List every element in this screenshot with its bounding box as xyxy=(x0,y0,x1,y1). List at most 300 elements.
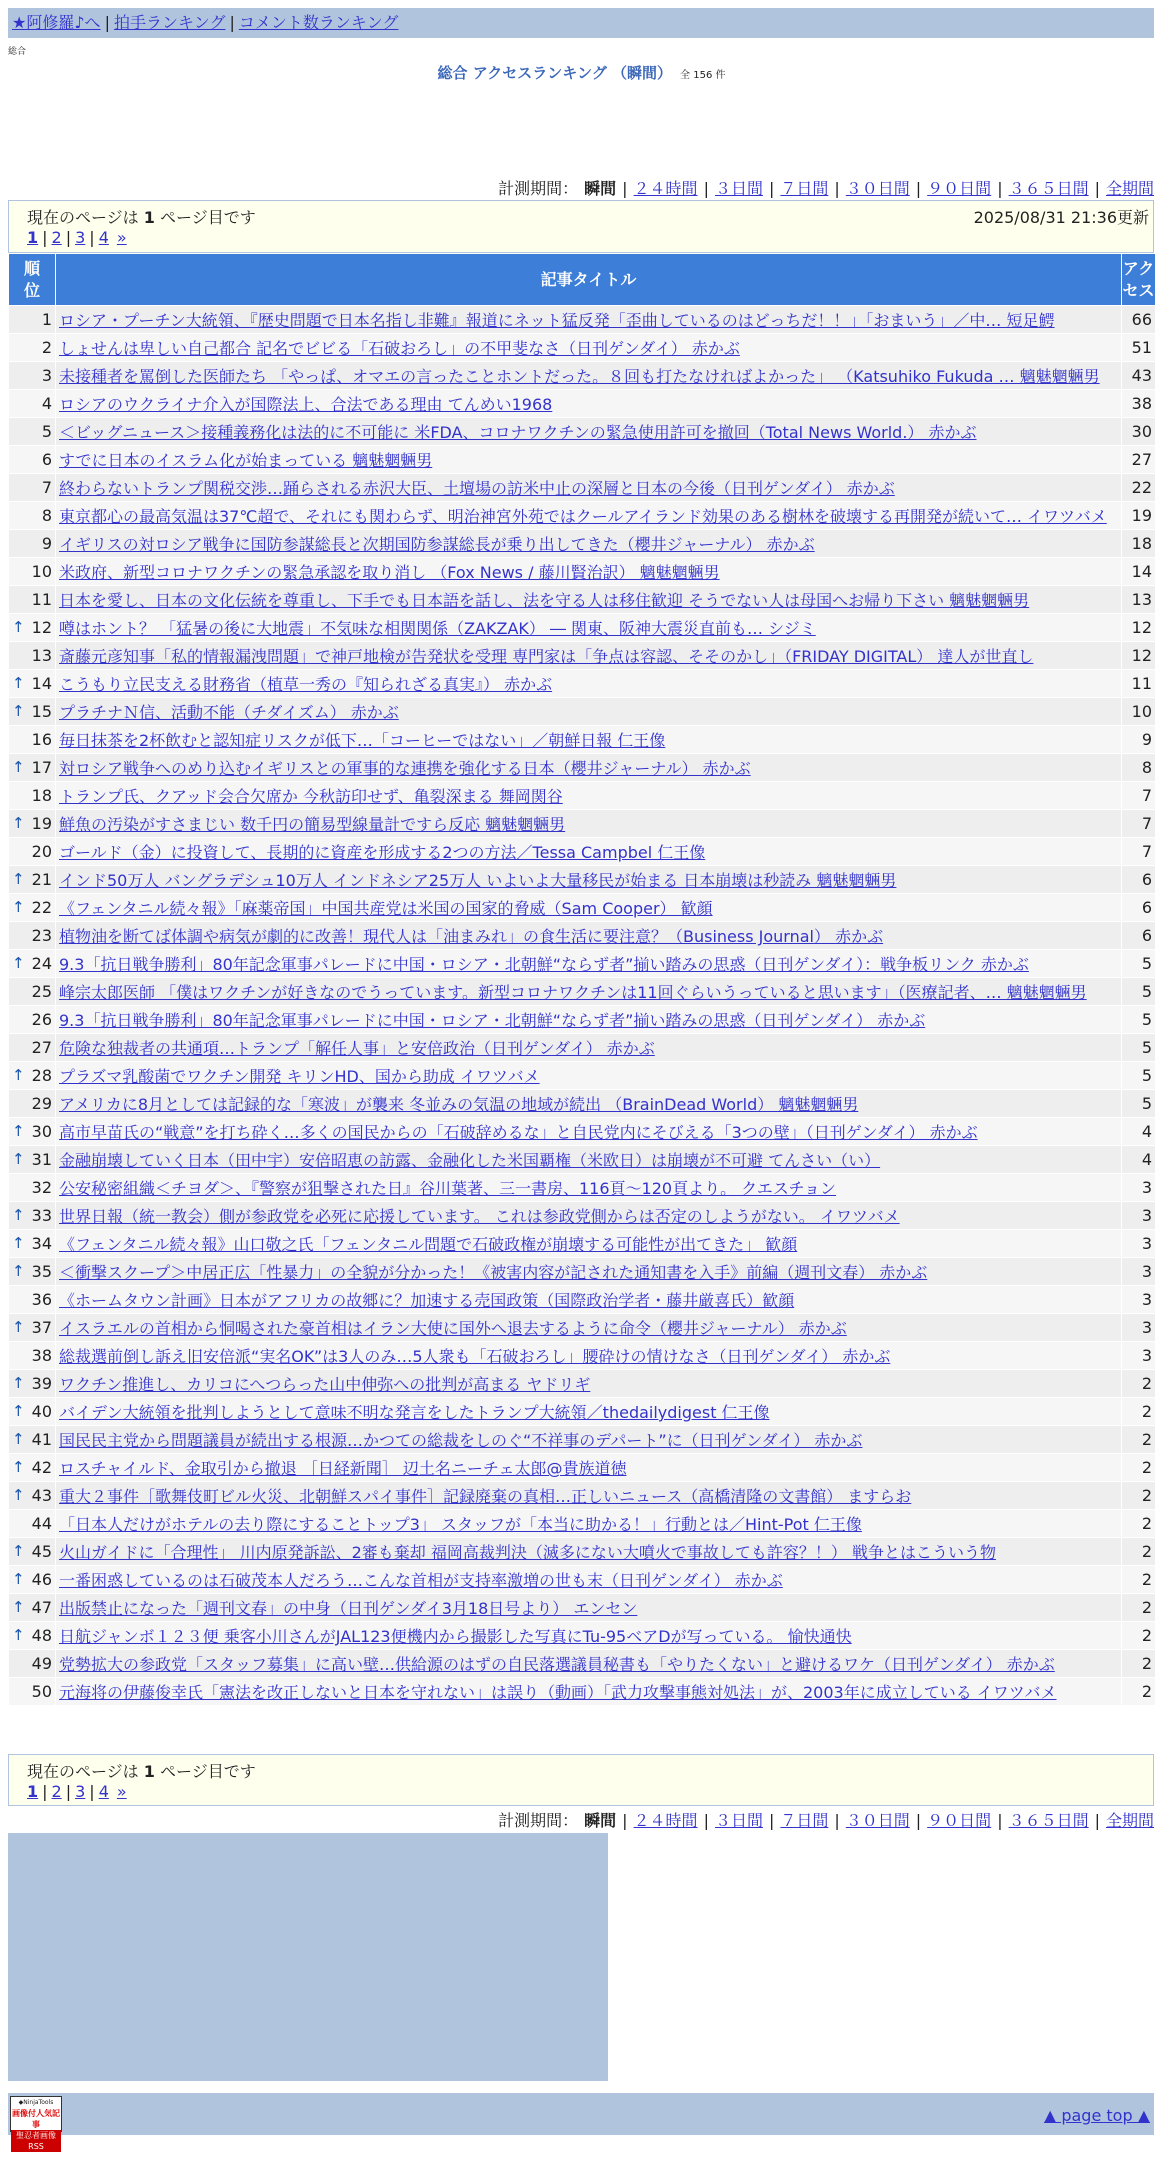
table-row xyxy=(9,1342,1156,1370)
article-link[interactable]: 米政府、新型コロナワクチンの緊急承認を取り消し （Fox News / 藤川賢治訳） 魑魅魍魎男 xyxy=(59,563,720,582)
rank-number: 45 xyxy=(31,1542,52,1561)
access-count: 10 xyxy=(1122,698,1156,726)
ranking-heading: 総合 アクセスランキング （瞬間） xyxy=(437,64,673,82)
period-3d[interactable]: ３日間 xyxy=(714,1811,763,1830)
article-link[interactable]: ロシアのウクライナ介入が国際法上、合法である理由 てんめい1968 xyxy=(59,395,553,414)
rank-number: 30 xyxy=(31,1122,52,1141)
rank-up-arrow-icon: ↑ xyxy=(12,1318,25,1336)
rank-number: 13 xyxy=(31,646,52,665)
access-count: 2 xyxy=(1122,1426,1156,1454)
period-7d[interactable]: ７日間 xyxy=(780,1811,829,1830)
article-link[interactable]: すでに日本のイスラム化が始まっている 魑魅魍魎男 xyxy=(59,451,433,470)
period-selector-top: 計測期間： 瞬間 | ２４時間 | ３日間 | ７日間 | ３０日間 | ９０日間 | ３６５日間 | 全期間 xyxy=(498,179,1154,198)
rank-number: 8 xyxy=(41,506,52,525)
title-cell xyxy=(56,614,1122,642)
page-next-link[interactable]: » xyxy=(116,228,127,247)
title-cell xyxy=(56,362,1122,390)
pager-bottom xyxy=(8,1754,1154,1806)
access-count: 12 xyxy=(1122,642,1156,670)
title-cell xyxy=(56,1482,1122,1510)
title-cell xyxy=(56,1118,1122,1146)
article-link[interactable]: 《フェンタニル続々報》「麻薬帝国」中国共産党は米国の国家的脅威（Sam Cooper） 歓顔 xyxy=(59,899,713,918)
table-row xyxy=(9,754,1156,782)
title-cell xyxy=(56,1454,1122,1482)
rank-number: 12 xyxy=(31,618,52,637)
article-link[interactable]: ロスチャイルド、金取引から撤退 ［日経新聞］ 辺土名ニーチェ太郎@貴族道徳 xyxy=(59,1459,627,1478)
title-cell xyxy=(56,390,1122,418)
article-link[interactable]: 鮮魚の汚染がすさまじい 数千円の簡易型線量計ですら反応 魑魅魍魎男 xyxy=(59,815,566,834)
page-link-2[interactable]: 2 xyxy=(51,1782,62,1801)
access-count: 2 xyxy=(1122,1370,1156,1398)
rank-cell xyxy=(9,1034,56,1062)
table-row xyxy=(9,726,1156,754)
article-link[interactable]: ゴールド（金）に投資して、長期的に資産を形成する2つの方法／Tessa Campbel 仁王像 xyxy=(59,843,706,862)
rank-cell xyxy=(9,782,56,810)
rank-cell xyxy=(9,1230,56,1258)
rank-number: 43 xyxy=(31,1486,52,1505)
title-cell xyxy=(56,754,1122,782)
access-count: 5 xyxy=(1122,1062,1156,1090)
access-count: 3 xyxy=(1122,1286,1156,1314)
access-count: 19 xyxy=(1122,502,1156,530)
table-row xyxy=(9,502,1156,530)
rank-cell xyxy=(9,614,56,642)
article-link[interactable]: ロシア・プーチン大統領、『歴史問題で日本名指し非難』報道にネット猛反発「歪曲しているのはどっちだ！！」「おまいう」／中… 短足鰐 xyxy=(59,311,1055,330)
access-count: 18 xyxy=(1122,530,1156,558)
title-cell xyxy=(56,1622,1122,1650)
article-link[interactable]: 日航ジャンボ１２３便 乗客小川さんがJAL123便機内から撮影した写真にTu-95ベアDが写っている。 愉快通快 xyxy=(59,1627,852,1646)
rank-cell xyxy=(9,390,56,418)
access-count: 2 xyxy=(1122,1482,1156,1510)
rank-cell xyxy=(9,838,56,866)
rank-number: 23 xyxy=(31,926,52,945)
table-row xyxy=(9,614,1156,642)
comment-ranking-link[interactable]: コメント数ランキング xyxy=(238,13,399,32)
pager-top xyxy=(8,200,1154,253)
title-cell xyxy=(56,1062,1122,1090)
rank-number: 21 xyxy=(31,870,52,889)
table-row xyxy=(9,418,1156,446)
rank-cell xyxy=(9,1062,56,1090)
rank-up-arrow-icon: ↑ xyxy=(12,1402,25,1420)
article-link[interactable]: 「日本人だけがホテルの去り際にすることトップ3」 スタッフが「本当に助かる！」行動とは／Hint-Pot 仁王像 xyxy=(59,1515,862,1534)
title-cell xyxy=(56,782,1122,810)
article-link[interactable]: 一番困惑しているのは石破茂本人だろう…こんな首相が支持率激増の世も末（日刊ゲンダイ） 赤かぶ xyxy=(59,1571,783,1590)
rank-cell xyxy=(9,866,56,894)
table-row xyxy=(9,1454,1156,1482)
title-col-header: 記事タイトル xyxy=(56,254,1122,306)
rank-cell xyxy=(9,642,56,670)
article-link[interactable]: 《フェンタニル続々報》山口敬之氏「フェンタニル問題で石破政権が崩壊する可能性が出てきた」 歓顔 xyxy=(59,1235,798,1254)
article-link[interactable]: 9.3「抗日戦争勝利」80年記念軍事パレードに中国・ロシア・北朝鮮“ならず者”揃い踏みの思惑（日刊ゲンダイ）：戦争板リンク 赤かぶ xyxy=(59,955,1029,974)
rank-cell xyxy=(9,306,56,334)
rank-up-arrow-icon: ↑ xyxy=(12,618,25,636)
table-row xyxy=(9,474,1156,502)
rank-col-header: 順位 xyxy=(9,254,56,306)
footer-bar xyxy=(8,2093,1154,2151)
rank-cell xyxy=(9,1622,56,1650)
access-count: 66 xyxy=(1122,306,1156,334)
rank-cell xyxy=(9,1314,56,1342)
access-count: 6 xyxy=(1122,894,1156,922)
title-cell xyxy=(56,474,1122,502)
rank-cell xyxy=(9,558,56,586)
rank-number: 20 xyxy=(31,842,52,861)
title-cell xyxy=(56,922,1122,950)
access-col-header: アクセス xyxy=(1122,254,1156,306)
article-link[interactable]: 9.3「抗日戦争勝利」80年記念軍事パレードに中国・ロシア・北朝鮮“ならず者”揃い踏みの思惑（日刊ゲンダイ） 赤かぶ xyxy=(59,1011,926,1030)
table-row xyxy=(9,334,1156,362)
access-count: 4 xyxy=(1122,1118,1156,1146)
title-cell xyxy=(56,1538,1122,1566)
rank-cell xyxy=(9,810,56,838)
title-cell xyxy=(56,1174,1122,1202)
article-link[interactable]: 重大２事件［歌舞伎町ビル火災、北朝鮮スパイ事件］記録廃棄の真相…正しいニュース（高橋清隆の文書館） ますらお xyxy=(59,1487,912,1506)
rank-cell xyxy=(9,502,56,530)
article-link[interactable]: 斎藤元彦知事「私的情報漏洩問題」で神戸地検が告発状を受理 専門家は「争点は容認、そそのかし」（FRIDAY DIGITAL） 達人が世直し xyxy=(59,647,1034,666)
period-30d[interactable]: ３０日間 xyxy=(845,179,910,198)
total-count: 全 156 件 xyxy=(680,70,726,81)
access-count: 9 xyxy=(1122,726,1156,754)
rank-number: 41 xyxy=(31,1430,52,1449)
rank-up-arrow-icon: ↑ xyxy=(12,1542,25,1560)
rank-up-arrow-icon: ↑ xyxy=(12,1234,25,1252)
article-link[interactable]: 対ロシア戦争へのめり込むイギリスとの軍事的な連携を強化する日本（櫻井ジャーナル） 赤かぶ xyxy=(59,759,751,778)
access-count: 3 xyxy=(1122,1342,1156,1370)
rank-cell xyxy=(9,418,56,446)
access-count: 13 xyxy=(1122,586,1156,614)
page-links: 1 | 2 | 3 | 4 » xyxy=(27,1782,127,1801)
access-count: 2 xyxy=(1122,1594,1156,1622)
article-link[interactable]: 危険な独裁者の共通項…トランプ「解任人事」と安倍政治（日刊ゲンダイ） 赤かぶ xyxy=(59,1039,655,1058)
rank-number: 22 xyxy=(31,898,52,917)
title-cell xyxy=(56,1286,1122,1314)
article-link[interactable]: 噂はホント？ 「猛暑の後に大地震」不気味な相関関係（ZAKZAK） ― 関東、阪神大震災直前も… シジミ xyxy=(59,619,816,638)
title-cell xyxy=(56,642,1122,670)
period-current: 瞬間 xyxy=(584,1811,617,1830)
rank-cell xyxy=(9,1426,56,1454)
article-link[interactable]: プラチナＮ信、活動不能（チダイズム） 赤かぶ xyxy=(59,703,399,722)
access-count: 3 xyxy=(1122,1258,1156,1286)
table-row xyxy=(9,1118,1156,1146)
rank-up-arrow-icon: ↑ xyxy=(12,758,25,776)
period-7d[interactable]: ７日間 xyxy=(780,179,829,198)
table-row xyxy=(9,362,1156,390)
period-365d[interactable]: ３６５日間 xyxy=(1008,1811,1089,1830)
table-row xyxy=(9,1650,1156,1678)
rank-cell xyxy=(9,1146,56,1174)
table-row xyxy=(9,1314,1156,1342)
rank-number: 25 xyxy=(31,982,52,1001)
access-count: 51 xyxy=(1122,334,1156,362)
title-cell xyxy=(56,670,1122,698)
article-link[interactable]: 終わらないトランプ関税交渉…踊らされる赤沢大臣、土壇場の訪米中止の深層と日本の今後（日刊ゲンダイ） 赤かぶ xyxy=(59,479,895,498)
rank-cell xyxy=(9,1258,56,1286)
rank-up-arrow-icon: ↑ xyxy=(12,814,25,832)
rank-number: 44 xyxy=(31,1514,52,1533)
separator: | xyxy=(229,13,235,32)
period-label: 計測期間： xyxy=(498,179,579,198)
rank-up-arrow-icon: ↑ xyxy=(12,702,25,720)
access-count: 2 xyxy=(1122,1650,1156,1678)
rank-number: 35 xyxy=(31,1262,52,1281)
table-row xyxy=(9,810,1156,838)
page-link-3[interactable]: 3 xyxy=(75,1782,86,1801)
period-all[interactable]: 全期間 xyxy=(1105,1811,1154,1830)
ninja-tools-logo[interactable]: ◆NinjaTools 画像付人気記事 聖忍者画像RSS xyxy=(10,2096,62,2132)
article-link[interactable]: バイデン大統領を批判しようとして意味不明な発言をしたトランプ大統領／thedailydigest 仁王像 xyxy=(59,1403,770,1422)
clap-ranking-link[interactable]: 拍手ランキング xyxy=(113,13,226,32)
rank-number: 38 xyxy=(31,1346,52,1365)
rank-number: 36 xyxy=(31,1290,52,1309)
page-link-4[interactable]: 4 xyxy=(98,1782,109,1801)
article-link[interactable]: トランプ氏、クアッド会合欠席か 今秋訪印せず、亀裂深まる 舞岡関谷 xyxy=(59,787,563,806)
access-count: 6 xyxy=(1122,922,1156,950)
table-row xyxy=(9,1202,1156,1230)
rank-cell xyxy=(9,1286,56,1314)
article-link[interactable]: 火山ガイドに「合理性」 川内原発訴訟、2審も棄却 福岡高裁判決（滅多にない大噴火で事故しても許容？！） 戦争とはこういう物 xyxy=(59,1543,996,1562)
period-365d[interactable]: ３６５日間 xyxy=(1008,179,1089,198)
access-count: 5 xyxy=(1122,1006,1156,1034)
rank-up-arrow-icon: ↑ xyxy=(12,1122,25,1140)
rank-number: 26 xyxy=(31,1010,52,1029)
rank-up-arrow-icon: ↑ xyxy=(12,1486,25,1504)
table-row xyxy=(9,586,1156,614)
access-count: 11 xyxy=(1122,670,1156,698)
article-link[interactable]: こうもり立民支える財務省（植草一秀の『知られざる真実』） 赤かぶ xyxy=(59,675,553,694)
title-cell xyxy=(56,586,1122,614)
rank-number: 24 xyxy=(31,954,52,973)
article-link[interactable]: 植物油を断てば体調や病気が劇的に改善！現代人は「油まみれ」の食生活に要注意？（Business Journal） 赤かぶ xyxy=(59,927,884,946)
page-link-2[interactable]: 2 xyxy=(51,228,62,247)
title-cell xyxy=(56,698,1122,726)
rank-cell xyxy=(9,1174,56,1202)
home-link[interactable]: ★阿修羅♪へ xyxy=(12,13,101,32)
article-link[interactable]: 世界日報（統一教会）側が参政党を必死に応援しています。 これは参政党側からは否定のしようがない。 イワツバメ xyxy=(59,1207,900,1226)
access-count: 7 xyxy=(1122,810,1156,838)
title-cell xyxy=(56,1678,1122,1706)
title-cell xyxy=(56,1202,1122,1230)
rank-cell xyxy=(9,1594,56,1622)
access-count: 4 xyxy=(1122,1146,1156,1174)
table-row xyxy=(9,1426,1156,1454)
article-link[interactable]: イギリスの対ロシア戦争に国防参謀総長と次期国防参謀総長が乗り出してきた（櫻井ジャーナル） 赤かぶ xyxy=(59,535,815,554)
table-row xyxy=(9,1622,1156,1650)
title-cell xyxy=(56,1510,1122,1538)
table-row xyxy=(9,642,1156,670)
page-link-current[interactable]: 1 xyxy=(27,1782,39,1801)
article-link[interactable]: 峰宗太郎医師 「僕はワクチンが好きなのでうっています。新型コロナワクチンは11回ぐらいうっていると思います」（医療記者、… 魑魅魍魎男 xyxy=(59,983,1087,1002)
rank-number: 3 xyxy=(41,366,52,385)
title-cell xyxy=(56,1006,1122,1034)
rank-number: 39 xyxy=(31,1374,52,1393)
access-count: 3 xyxy=(1122,1202,1156,1230)
rank-cell xyxy=(9,754,56,782)
article-link[interactable]: プラズマ乳酸菌でワクチン開発 キリンHD、国から助成 イワツバメ xyxy=(59,1067,540,1086)
access-count: 3 xyxy=(1122,1314,1156,1342)
period-selector-bottom: 計測期間： 瞬間 | ２４時間 | ３日間 | ７日間 | ３０日間 | ９０日間 | ３６５日間 | 全期間 xyxy=(498,1811,1154,1830)
rank-cell xyxy=(9,1006,56,1034)
article-link[interactable]: 金融崩壊していく日本（田中宇）安倍昭恵の訪露、金融化した米国覇権（米欧日）は崩壊が不可避 てんさい（い） xyxy=(59,1151,881,1170)
rank-cell xyxy=(9,1538,56,1566)
title-cell xyxy=(56,1034,1122,1062)
rank-number: 2 xyxy=(41,338,52,357)
rank-number: 27 xyxy=(31,1038,52,1057)
article-link[interactable]: 日本を愛し、日本の文化伝統を尊重し、下手でも日本語を話し、法を守る人は移住歓迎 そうでない人は母国へお帰り下さい 魑魅魍魎男 xyxy=(59,591,1030,610)
rank-number: 28 xyxy=(31,1066,52,1085)
page-link-3[interactable]: 3 xyxy=(75,228,86,247)
rank-number: 6 xyxy=(41,450,52,469)
rank-number: 4 xyxy=(41,394,52,413)
article-link[interactable]: 毎日抹茶を2杯飲むと認知症リスクが低下…「コーヒーではない」／朝鮮日報 仁王像 xyxy=(59,731,666,750)
period-all[interactable]: 全期間 xyxy=(1105,179,1154,198)
rank-number: 1 xyxy=(41,310,52,329)
period-90d[interactable]: ９０日間 xyxy=(927,1811,992,1830)
ad-placeholder xyxy=(8,1833,608,2081)
article-link[interactable]: 国民民主党から問題議員が続出する根源…かつての総裁をしのぐ“不祥事のデパート”に（日刊ゲンダイ） 赤かぶ xyxy=(59,1431,863,1450)
rank-number: 40 xyxy=(31,1402,52,1421)
article-link[interactable]: ＜衝撃スクープ＞中居正広「性暴力」の全貌が分かった！《被害内容が記された通知書を入手》前編（週刊文春） 赤かぶ xyxy=(59,1263,928,1282)
article-link[interactable]: しょせんは卑しい自己都合 記名でビビる「石破おろし」の不甲斐なさ（日刊ゲンダイ） 赤かぶ xyxy=(59,339,740,358)
rank-cell xyxy=(9,1482,56,1510)
table-row xyxy=(9,1678,1156,1706)
table-row xyxy=(9,1594,1156,1622)
access-count: 2 xyxy=(1122,1622,1156,1650)
title-cell xyxy=(56,502,1122,530)
rank-up-arrow-icon: ↑ xyxy=(12,1206,25,1224)
table-row xyxy=(9,1370,1156,1398)
title-cell xyxy=(56,950,1122,978)
access-count: 2 xyxy=(1122,1398,1156,1426)
period-label: 計測期間： xyxy=(498,1811,579,1830)
rank-cell xyxy=(9,446,56,474)
rank-cell xyxy=(9,1342,56,1370)
article-link[interactable]: 公安秘密組織＜チヨダ＞、『警察が狙撃された日』谷川葉著、三一書房、116頁〜120頁より。 クエスチョン xyxy=(59,1179,837,1198)
page-top-link[interactable]: ▲ page top ▲ xyxy=(1043,2106,1150,2125)
article-link[interactable]: 高市早苗氏の“戦意”を打ち砕く…多くの国民からの「石破辞めるな」と自民党内にそびえる「3つの壁」（日刊ゲンダイ） 赤かぶ xyxy=(59,1123,978,1142)
ranking-table xyxy=(8,253,1156,1706)
rank-up-arrow-icon: ↑ xyxy=(12,1598,25,1616)
access-count: 5 xyxy=(1122,950,1156,978)
period-30d[interactable]: ３０日間 xyxy=(845,1811,910,1830)
separator: | xyxy=(104,13,110,32)
title-cell xyxy=(56,334,1122,362)
article-link[interactable]: 未接種者を罵倒した医師たち 「やっぱ、オマエの言ったことホントだった。８回も打たなければよかった」 （Katsuhiko Fukuda … 魑魅魍魎男 xyxy=(59,367,1100,386)
title-cell xyxy=(56,1594,1122,1622)
title-cell xyxy=(56,1230,1122,1258)
table-row xyxy=(9,1286,1156,1314)
rank-cell xyxy=(9,1202,56,1230)
article-link[interactable]: 元海将の伊藤俊幸氏「憲法を改正しないと日本を守れない」は誤り（動画）「武力攻撃事態対処法」が、2003年に成立している イワツバメ xyxy=(59,1683,1057,1702)
title-cell xyxy=(56,978,1122,1006)
period-90d[interactable]: ９０日間 xyxy=(927,179,992,198)
table-row xyxy=(9,838,1156,866)
table-row xyxy=(9,1034,1156,1062)
page-link-current[interactable]: 1 xyxy=(27,228,39,247)
rank-cell xyxy=(9,978,56,1006)
rank-up-arrow-icon: ↑ xyxy=(12,870,25,888)
access-count: 22 xyxy=(1122,474,1156,502)
title-cell xyxy=(56,418,1122,446)
rank-cell xyxy=(9,1650,56,1678)
table-row xyxy=(9,558,1156,586)
rank-up-arrow-icon: ↑ xyxy=(12,1262,25,1280)
page-links: 1 | 2 | 3 | 4 » xyxy=(27,228,127,247)
article-link[interactable]: イスラエルの首相から恫喝された豪首相はイラン大使に国外へ退去するように命令（櫻井ジャーナル） 赤かぶ xyxy=(59,1319,847,1338)
table-row xyxy=(9,1090,1156,1118)
title-cell xyxy=(56,810,1122,838)
rank-cell xyxy=(9,474,56,502)
table-row xyxy=(9,866,1156,894)
rank-number: 15 xyxy=(31,702,52,721)
page-next-link[interactable]: » xyxy=(116,1782,127,1801)
period-current: 瞬間 xyxy=(584,179,617,198)
rank-number: 46 xyxy=(31,1570,52,1589)
period-24h[interactable]: ２４時間 xyxy=(633,1811,698,1830)
rank-number: 33 xyxy=(31,1206,52,1225)
table-row xyxy=(9,894,1156,922)
page-status: 現在のページは 1 ページ目です xyxy=(27,1762,256,1781)
rank-cell xyxy=(9,1454,56,1482)
rank-cell xyxy=(9,1510,56,1538)
category-label: 総合 xyxy=(8,47,27,57)
article-link[interactable]: ワクチン推進し、カリコにへつらった山中伸弥への批判が高まる ヤドリギ xyxy=(59,1375,591,1394)
rank-number: 19 xyxy=(31,814,52,833)
top-nav-bar xyxy=(8,8,1154,38)
rank-number: 32 xyxy=(31,1178,52,1197)
title-cell xyxy=(56,838,1122,866)
article-link[interactable]: インド50万人 バングラデシュ10万人 インドネシア25万人 いよいよ大量移民が始まる 日本崩壊は秒読み 魑魅魍魎男 xyxy=(59,871,897,890)
access-count: 43 xyxy=(1122,362,1156,390)
access-count: 7 xyxy=(1122,782,1156,810)
access-count: 27 xyxy=(1122,446,1156,474)
page-link-4[interactable]: 4 xyxy=(98,228,109,247)
access-count: 30 xyxy=(1122,418,1156,446)
table-row xyxy=(9,1174,1156,1202)
table-row xyxy=(9,1146,1156,1174)
period-24h[interactable]: ２４時間 xyxy=(633,179,698,198)
title-cell xyxy=(56,1566,1122,1594)
article-link[interactable]: アメリカに8月としては記録的な「寒波」が襲来 冬並みの気温の地域が続出 （BrainDead World） 魑魅魍魎男 xyxy=(59,1095,859,1114)
rank-cell xyxy=(9,950,56,978)
page-title xyxy=(0,62,1163,83)
rank-cell xyxy=(9,698,56,726)
article-link[interactable]: 出版禁止になった「週刊文春」の中身（日刊ゲンダイ3月18日号より） エンセン xyxy=(59,1599,638,1618)
period-3d[interactable]: ３日間 xyxy=(714,179,763,198)
rank-cell xyxy=(9,586,56,614)
article-link[interactable]: 東京都心の最高気温は37℃超で、それにも関わらず、明治神宮外苑ではクールアイランド効果のある樹林を破壊する再開発が続いて… イワツバメ xyxy=(59,507,1107,526)
rank-up-arrow-icon: ↑ xyxy=(12,954,25,972)
rank-number: 9 xyxy=(41,534,52,553)
table-row xyxy=(9,978,1156,1006)
rank-up-arrow-icon: ↑ xyxy=(12,1374,25,1392)
rank-up-arrow-icon: ↑ xyxy=(12,1626,25,1644)
access-count: 7 xyxy=(1122,838,1156,866)
article-link[interactable]: 《ホームタウン計画》日本がアフリカの故郷に？加速する売国政策（国際政治学者・藤井厳喜氏）歓顔 xyxy=(59,1291,795,1310)
table-row xyxy=(9,390,1156,418)
article-link[interactable]: 総裁選前倒し訴え旧安倍派“実名OK”は3人のみ…5人衆も「石破おろし」腰砕けの情けなさ（日刊ゲンダイ） 赤かぶ xyxy=(59,1347,891,1366)
article-link[interactable]: ＜ビッグニュース＞接種義務化は法的に不可能に 米FDA、コロナワクチンの緊急使用許可を撤回（Total News World.） 赤かぶ xyxy=(59,423,977,442)
table-row xyxy=(9,698,1156,726)
rank-number: 50 xyxy=(31,1682,52,1701)
rank-number: 29 xyxy=(31,1094,52,1113)
access-count: 5 xyxy=(1122,1034,1156,1062)
rank-number: 48 xyxy=(31,1626,52,1645)
title-cell xyxy=(56,1370,1122,1398)
title-cell xyxy=(56,726,1122,754)
article-link[interactable]: 党勢拡大の参政党「スタッフ募集」に高い壁…供給源のはずの自民落選議員秘書も「やりたくない」と避けるワケ（日刊ゲンダイ） 赤かぶ xyxy=(59,1655,1055,1674)
table-row xyxy=(9,1510,1156,1538)
